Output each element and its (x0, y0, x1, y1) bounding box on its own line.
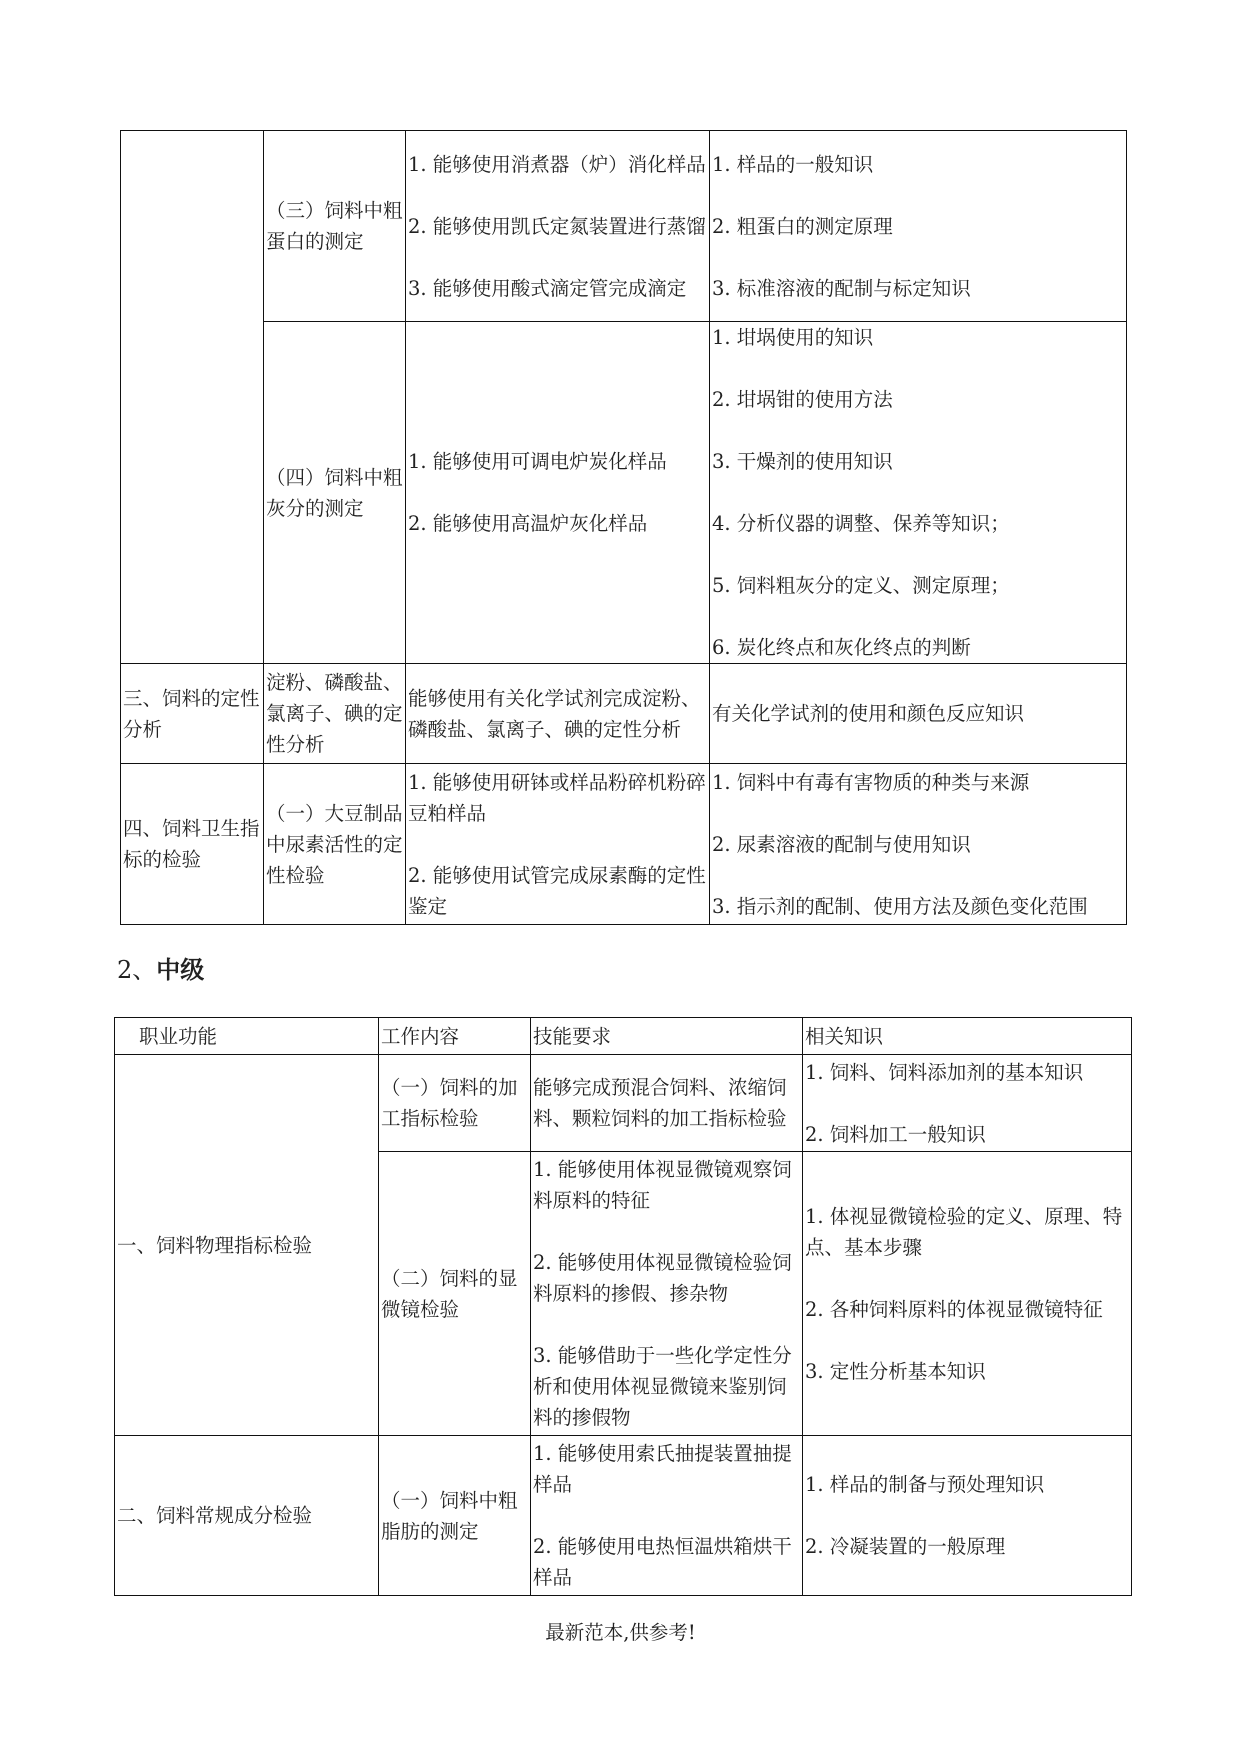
knowledge-cell (710, 764, 1127, 925)
skill-item: 1. 能够使用索氏抽提装置抽提样品 (533, 1442, 792, 1496)
table-row (115, 1055, 1132, 1152)
knowledge-item: 2. 粗蛋白的测定原理 (712, 214, 893, 238)
column-header: 工作内容 (379, 1018, 531, 1055)
knowledge-item: 3. 标准溶液的配制与标定知识 (712, 276, 971, 300)
skill-item: 1. 能够使用研钵或样品粉碎机粉碎豆粕样品 (408, 770, 706, 825)
column-header: 职业功能 (115, 1018, 379, 1055)
knowledge-item: 1. 体视显微镜检验的定义、原理、特点、基本步骤 (805, 1204, 1123, 1259)
work-content-cell: （一）饲料的加工指标检验 (379, 1055, 531, 1152)
function-cell: 三、饲料的定性分析 (121, 664, 264, 764)
knowledge-item: 1. 坩埚使用的知识 (712, 326, 874, 349)
knowledge-item: 2. 尿素溶液的配制与使用知识 (712, 832, 971, 856)
skills-cell (406, 764, 710, 925)
table-row (121, 764, 1127, 925)
skill-item: 3. 能够借助于一些化学定性分析和使用体视显微镜来鉴别饲料的掺假物 (533, 1344, 792, 1429)
column-header: 相关知识 (803, 1018, 1132, 1055)
table-row (121, 131, 1127, 322)
knowledge-cell (803, 1436, 1132, 1596)
table-row (115, 1436, 1132, 1596)
knowledge-cell (710, 664, 1127, 764)
section-number: 2、 (117, 956, 157, 984)
work-content-cell: （一）大豆制品中尿素活性的定性检验 (264, 764, 406, 925)
work-content-cell: （二）饲料的显微镜检验 (379, 1152, 531, 1436)
knowledge-cell (710, 131, 1127, 322)
function-cell-empty (121, 131, 264, 664)
knowledge-item: 3. 指示剂的配制、使用方法及颜色变化范围 (712, 894, 1088, 918)
knowledge-item: 3. 干燥剂的使用知识 (712, 450, 893, 473)
knowledge-item: 2. 冷凝装置的一般原理 (805, 1535, 1006, 1558)
skill-table-intermediate (114, 1017, 1132, 1596)
function-cell: 一、饲料物理指标检验 (115, 1055, 379, 1436)
skills-cell (406, 322, 710, 664)
function-cell: 四、饲料卫生指标的检验 (121, 764, 264, 925)
table-row (121, 322, 1127, 664)
knowledge-item: 2. 各种饲料原料的体视显微镜特征 (805, 1297, 1103, 1321)
skill-item: 2. 能够使用凯氏定氮装置进行蒸馏 (408, 214, 706, 238)
knowledge-item: 2. 坩埚钳的使用方法 (712, 388, 893, 411)
skill-item: 3. 能够使用酸式滴定管完成滴定 (408, 276, 687, 300)
skill-item: 1. 能够使用消煮器（炉）消化样品 (408, 152, 706, 176)
work-content-cell: 淀粉、磷酸盐、氯离子、碘的定性分析 (264, 664, 406, 764)
function-cell: 二、饲料常规成分检验 (115, 1436, 379, 1596)
knowledge-item: 3. 定性分析基本知识 (805, 1359, 986, 1383)
skills-cell (406, 664, 710, 764)
skills-cell (531, 1152, 803, 1436)
skill-item: 1. 能够使用可调电炉炭化样品 (408, 450, 667, 473)
skill-item: 2. 能够使用试管完成尿素酶的定性鉴定 (408, 863, 706, 918)
skill-item: 2. 能够使用高温炉灰化样品 (408, 512, 648, 535)
skills-cell (406, 131, 710, 322)
column-header: 技能要求 (531, 1018, 803, 1055)
knowledge-cell (710, 322, 1127, 664)
page-footer: 最新范本,供参考! (545, 1621, 696, 1644)
knowledge-item: 有关化学试剂的使用和颜色反应知识 (712, 702, 1025, 725)
knowledge-cell (803, 1152, 1132, 1436)
work-content-cell: （一）饲料中粗脂肪的测定 (379, 1436, 531, 1596)
knowledge-item: 1. 样品的制备与预处理知识 (805, 1473, 1045, 1496)
skills-cell (531, 1436, 803, 1596)
skill-item: 能够使用有关化学试剂完成淀粉、磷酸盐、氯离子、碘的定性分析 (408, 686, 701, 741)
knowledge-item: 6. 炭化终点和灰化终点的判断 (712, 636, 971, 659)
table-header-row (115, 1018, 1132, 1055)
skill-table-continued (120, 130, 1127, 925)
work-content-cell: （三）饲料中粗蛋白的测定 (264, 131, 406, 322)
skills-cell (531, 1055, 803, 1152)
table-row (121, 664, 1127, 764)
section-title: 中级 (156, 956, 205, 984)
skill-item: 2. 能够使用电热恒温烘箱烘干样品 (533, 1535, 792, 1589)
skill-item: 1. 能够使用体视显微镜观察饲料原料的特征 (533, 1158, 792, 1212)
knowledge-item: 1. 饲料、饲料添加剂的基本知识 (805, 1060, 1084, 1084)
section-heading (117, 953, 204, 987)
knowledge-item: 1. 样品的一般知识 (712, 152, 874, 176)
skill-item: 能够完成预混合饲料、浓缩饲料、颗粒饲料的加工指标检验 (533, 1076, 787, 1130)
skill-item: 2. 能够使用体视显微镜检验饲料原料的掺假、掺杂物 (533, 1251, 792, 1305)
knowledge-item: 4. 分析仪器的调整、保养等知识； (712, 512, 1010, 535)
knowledge-item: 5. 饲料粗灰分的定义、测定原理； (712, 574, 1010, 597)
knowledge-cell (803, 1055, 1132, 1152)
knowledge-item: 2. 饲料加工一般知识 (805, 1122, 986, 1146)
work-content-cell: （四）饲料中粗灰分的测定 (264, 322, 406, 664)
knowledge-item: 1. 饲料中有毒有害物质的种类与来源 (712, 770, 1030, 794)
